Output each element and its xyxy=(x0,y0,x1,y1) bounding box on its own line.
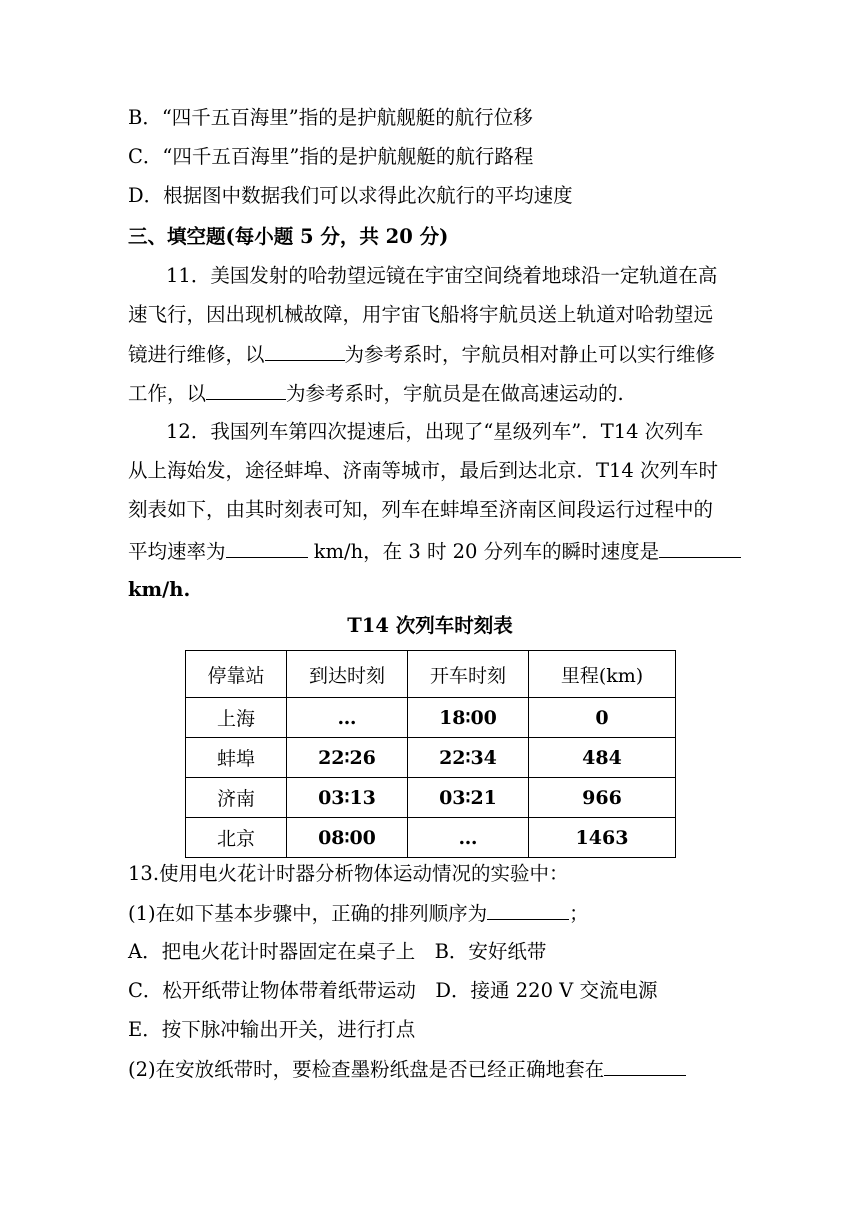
q10-option-d: D．根据图中数据我们可以求得此次航行的平均速度 xyxy=(128,184,573,207)
q12-text: km/h，在 3 时 20 分列车的瞬时速度是 xyxy=(307,540,660,563)
q10-option-c: C．“四千五百海里”指的是护航舰艇的航行路程 xyxy=(128,145,534,168)
q11-text: 为参考系时，宇航员相对静止可以实行维修 xyxy=(344,343,716,366)
arrival-cell: 22∶26 xyxy=(287,738,408,778)
table-row xyxy=(186,818,676,858)
q13-step-e: E．按下脉冲输出开关，进行打点 xyxy=(128,1018,416,1041)
q12-line-1: 12．我国列车第四次提速后，出现了“星级列车”．T14 次列车 xyxy=(166,420,704,443)
header-cell: 停靠站 xyxy=(186,651,287,698)
table-row xyxy=(186,698,676,738)
q12-line-2: 从上海始发，途径蚌埠、济南等城市，最后到达北京．T14 次列车时 xyxy=(128,459,719,482)
table-row xyxy=(186,738,676,778)
table-caption: T14 次列车时刻表 xyxy=(347,614,513,637)
mileage-cell: 484 xyxy=(529,738,676,778)
header-cell: 里程(km) xyxy=(529,651,676,698)
arrival-cell: 08∶00 xyxy=(287,818,408,858)
departure-cell: 03∶21 xyxy=(408,778,529,818)
q11-text: 镜进行维修，以 xyxy=(128,343,265,366)
q11-line-2: 速飞行，因出现机械故障，用宇宙飞船将宇航员送上轨道对哈勃望远 xyxy=(128,303,714,326)
train-timetable xyxy=(185,650,676,858)
station-cell: 上海 xyxy=(186,698,287,738)
q11-line-4 xyxy=(128,381,738,406)
mileage-cell: 1463 xyxy=(529,818,676,858)
q13-steps-ab: A．把电火花计时器固定在桌子上 B．安好纸带 xyxy=(128,940,547,963)
q12-text: 平均速率为 xyxy=(128,540,226,563)
header-cell: 开车时刻 xyxy=(408,651,529,698)
departure-cell: 18∶00 xyxy=(408,698,529,738)
departure-cell: … xyxy=(408,818,529,858)
header-cell: 到达时刻 xyxy=(287,651,408,698)
arrival-cell: 03∶13 xyxy=(287,778,408,818)
answer-blank[interactable] xyxy=(604,1057,686,1076)
q13-steps-cd: C．松开纸带让物体带着纸带运动 D．接通 220 V 交流电源 xyxy=(128,979,658,1002)
q13-part-2 xyxy=(128,1057,738,1082)
q11-text: 工作，以 xyxy=(128,382,207,405)
q11-line-1: 11．美国发射的哈勃望远镜在宇宙空间绕着地球沿一定轨道在高 xyxy=(166,264,718,287)
mileage-cell: 966 xyxy=(529,778,676,818)
q10-option-b: B．“四千五百海里”指的是护航舰艇的航行位移 xyxy=(128,106,533,129)
q12-line-5: km/h. xyxy=(128,578,191,601)
station-cell: 北京 xyxy=(186,818,287,858)
answer-blank[interactable] xyxy=(206,381,286,400)
q13-text: (2)在安放纸带时，要检查墨粉纸盘是否已经正确地套在 xyxy=(128,1058,605,1081)
answer-blank[interactable] xyxy=(265,342,345,361)
station-cell: 济南 xyxy=(186,778,287,818)
arrival-cell: … xyxy=(287,698,408,738)
table-row xyxy=(186,778,676,818)
q12-line-4 xyxy=(128,539,738,564)
departure-cell: 22∶34 xyxy=(408,738,529,778)
q13-part-1 xyxy=(128,901,738,926)
q11-text: 为参考系时，宇航员是在做高速运动的. xyxy=(286,382,624,405)
answer-blank[interactable] xyxy=(226,539,308,558)
mileage-cell: 0 xyxy=(529,698,676,738)
q11-line-3 xyxy=(128,342,738,367)
q13-text: (1)在如下基本步骤中，正确的排列顺序为 xyxy=(128,902,488,925)
table-header-row xyxy=(186,651,676,698)
station-cell: 蚌埠 xyxy=(186,738,287,778)
section-heading: 三、填空题(每小题 5 分，共 20 分) xyxy=(128,225,449,248)
answer-blank[interactable] xyxy=(487,901,569,920)
q13-text: ； xyxy=(569,902,589,925)
answer-blank[interactable] xyxy=(659,539,741,558)
q13-intro: 13.使用电火花计时器分析物体运动情况的实验中： xyxy=(128,862,569,885)
q12-line-3: 刻表如下，由其时刻表可知，列车在蚌埠至济南区间段运行过程中的 xyxy=(128,498,714,521)
